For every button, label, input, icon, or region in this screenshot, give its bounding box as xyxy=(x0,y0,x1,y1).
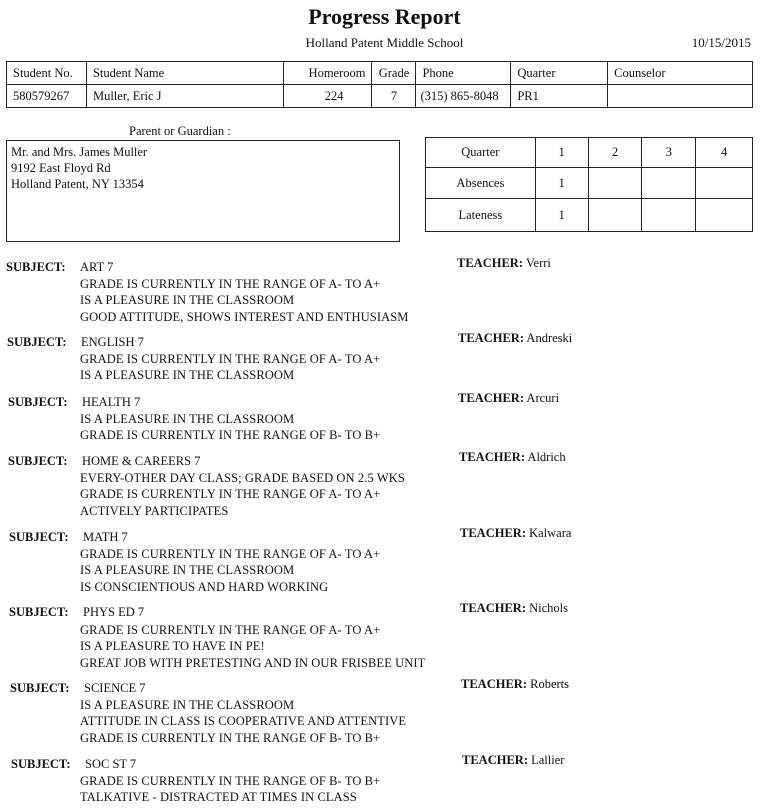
comment-line: EVERY-OTHER DAY CLASS; GRADE BASED ON 2.5 WKS xyxy=(80,471,405,485)
teacher-science xyxy=(461,677,569,692)
attendance-table xyxy=(425,137,753,232)
subject-name-art: ART 7 xyxy=(80,260,114,274)
subject-heading-science xyxy=(10,681,146,696)
absences-q3 xyxy=(642,168,696,199)
teacher-health xyxy=(458,391,559,406)
guardian-city-state: Holland Patent, NY 13354 xyxy=(11,177,144,191)
comments-science xyxy=(80,697,406,746)
comment-line: GRADE IS CURRENTLY IN THE RANGE OF A- TO A+ xyxy=(80,277,381,291)
comment-line: GRADE IS CURRENTLY IN THE RANGE OF A- TO A+ xyxy=(80,547,381,561)
lateness-q2 xyxy=(588,199,642,232)
quarter-2-header: 2 xyxy=(588,138,642,168)
counselor-value xyxy=(608,85,753,108)
teacher-home-careers xyxy=(459,450,566,465)
subject-label: SUBJECT: xyxy=(8,395,68,409)
subject-heading-english xyxy=(7,335,144,350)
attendance-header-row xyxy=(426,138,753,168)
header-counselor: Counselor xyxy=(608,62,753,85)
teacher-label: TEACHER: xyxy=(459,450,525,464)
subject-label: SUBJECT: xyxy=(9,605,69,619)
teacher-label: TEACHER: xyxy=(458,331,524,345)
comment-line: GOOD ATTITUDE, SHOWS INTEREST AND ENTHUSIASM xyxy=(80,309,409,324)
subject-name-soc-st: SOC ST 7 xyxy=(85,757,137,771)
header-homeroom: Homeroom xyxy=(283,62,372,85)
comment-line: IS CONSCIENTIOUS AND HARD WORKING xyxy=(80,579,329,594)
teacher-name-soc-st: Lallier xyxy=(531,753,565,767)
quarter-4-header: 4 xyxy=(696,138,753,168)
lateness-q1: 1 xyxy=(535,199,588,232)
teacher-label: TEACHER: xyxy=(458,391,524,405)
comment-line: GRADE IS CURRENTLY IN THE RANGE OF B- TO B+ xyxy=(80,428,381,443)
subject-heading-phys-ed xyxy=(9,605,145,620)
lateness-q3 xyxy=(642,199,696,232)
quarter-3-header: 3 xyxy=(642,138,696,168)
teacher-name-health: Arcuri xyxy=(526,391,560,405)
absences-q4 xyxy=(696,168,753,199)
subject-label: SUBJECT: xyxy=(11,757,71,771)
header-student-no: Student No. xyxy=(7,62,87,85)
school-name: Holland Patent Middle School xyxy=(305,35,464,50)
header-student-name: Student Name xyxy=(86,62,283,85)
subject-label: SUBJECT: xyxy=(7,335,67,349)
comment-line: TALKATIVE - DISTRACTED AT TIMES IN CLASS xyxy=(80,790,357,805)
teacher-name-art: Verri xyxy=(525,256,551,270)
comments-home-careers xyxy=(80,470,405,519)
subject-heading-health xyxy=(8,395,141,410)
subject-label: SUBJECT: xyxy=(6,260,66,274)
student-name-value: Muller, Eric J xyxy=(86,85,283,108)
phone-value: (315) 865-8048 xyxy=(416,85,511,108)
teacher-name-phys-ed: Nichols xyxy=(529,601,568,615)
comments-soc-st xyxy=(80,773,380,806)
comments-english xyxy=(80,351,380,384)
teacher-label: TEACHER: xyxy=(457,256,523,270)
teacher-art xyxy=(457,256,551,271)
comment-line: ATTITUDE IN CLASS IS COOPERATIVE AND ATTENTIVE xyxy=(80,714,407,729)
teacher-name-home-careers: Aldrich xyxy=(527,450,566,464)
comment-line: IS A PLEASURE IN THE CLASSROOM xyxy=(80,563,295,578)
subject-heading-soc-st xyxy=(11,757,137,772)
subject-label: SUBJECT: xyxy=(8,454,68,468)
subject-heading-art xyxy=(6,260,114,275)
comment-line: ACTIVELY PARTICIPATES xyxy=(80,503,229,518)
lateness-row xyxy=(426,199,753,232)
header-grade: Grade xyxy=(372,62,416,85)
header-phone: Phone xyxy=(416,62,511,85)
attendance-quarter-label: Quarter xyxy=(426,138,536,168)
comment-line: GRADE IS CURRENTLY IN THE RANGE OF A- TO A+ xyxy=(80,623,381,637)
subject-name-math: MATH 7 xyxy=(83,530,128,544)
quarter-value: PR1 xyxy=(511,85,608,108)
student-no-value: 580579267 xyxy=(7,85,87,108)
comment-line: IS A PLEASURE IN THE CLASSROOM xyxy=(80,368,295,383)
student-info-header-row xyxy=(7,62,753,85)
header-quarter: Quarter xyxy=(511,62,608,85)
teacher-label: TEACHER: xyxy=(461,677,527,691)
teacher-phys-ed xyxy=(460,601,568,616)
teacher-name-science: Roberts xyxy=(530,677,569,691)
teacher-name-math: Kalwara xyxy=(529,526,572,540)
subject-name-phys-ed: PHYS ED 7 xyxy=(83,605,145,619)
comment-line: IS A PLEASURE IN THE CLASSROOM xyxy=(80,293,295,308)
student-info-value-row xyxy=(7,85,753,108)
lateness-q4 xyxy=(696,199,753,232)
subject-name-home-careers: HOME & CAREERS 7 xyxy=(82,454,201,468)
subject-heading-math xyxy=(9,530,128,545)
teacher-label: TEACHER: xyxy=(462,753,528,767)
comment-line: GRADE IS CURRENTLY IN THE RANGE OF A- TO A+ xyxy=(80,352,381,366)
subject-label: SUBJECT: xyxy=(10,681,70,695)
comment-line: GRADE IS CURRENTLY IN THE RANGE OF B- TO B+ xyxy=(80,730,381,745)
comments-health xyxy=(80,411,380,444)
absences-q2 xyxy=(588,168,642,199)
guardian-name: Mr. and Mrs. James Muller xyxy=(11,145,148,159)
subject-heading-home-careers xyxy=(8,454,201,469)
comment-line: IS A PLEASURE TO HAVE IN PE! xyxy=(80,639,265,654)
teacher-label: TEACHER: xyxy=(460,601,526,615)
report-date: 10/15/2015 xyxy=(691,35,751,50)
comments-art xyxy=(80,276,408,325)
teacher-english xyxy=(458,331,572,346)
lateness-label: Lateness xyxy=(426,199,536,232)
teacher-math xyxy=(460,526,571,541)
absences-q1: 1 xyxy=(535,168,588,199)
teacher-label: TEACHER: xyxy=(460,526,526,540)
subject-label: SUBJECT: xyxy=(9,530,69,544)
comment-line: GRADE IS CURRENTLY IN THE RANGE OF A- TO A+ xyxy=(80,487,381,502)
report-title: Progress Report xyxy=(308,4,461,29)
homeroom-value: 224 xyxy=(283,85,372,108)
subject-name-english: ENGLISH 7 xyxy=(81,335,144,349)
student-info-table xyxy=(6,61,753,108)
comment-line: GRADE IS CURRENTLY IN THE RANGE OF B- TO B+ xyxy=(80,774,381,788)
comments-math xyxy=(80,546,380,595)
parent-guardian-label: Parent or Guardian : xyxy=(129,124,231,138)
guardian-street: 9192 East Floyd Rd xyxy=(11,161,111,175)
comment-line: IS A PLEASURE IN THE CLASSROOM xyxy=(80,412,295,426)
comment-line: GREAT JOB WITH PRETESTING AND IN OUR FRISBEE UNIT xyxy=(80,655,426,670)
teacher-name-english: Andreski xyxy=(526,331,573,345)
grade-value: 7 xyxy=(372,85,416,108)
absences-row xyxy=(426,168,753,199)
absences-label: Absences xyxy=(426,168,536,199)
guardian-address-box xyxy=(6,140,400,242)
comments-phys-ed xyxy=(80,622,425,671)
comment-line: IS A PLEASURE IN THE CLASSROOM xyxy=(80,698,295,712)
quarter-1-header: 1 xyxy=(535,138,588,168)
subject-name-science: SCIENCE 7 xyxy=(84,681,146,695)
subject-name-health: HEALTH 7 xyxy=(82,395,141,409)
teacher-soc-st xyxy=(462,753,564,768)
